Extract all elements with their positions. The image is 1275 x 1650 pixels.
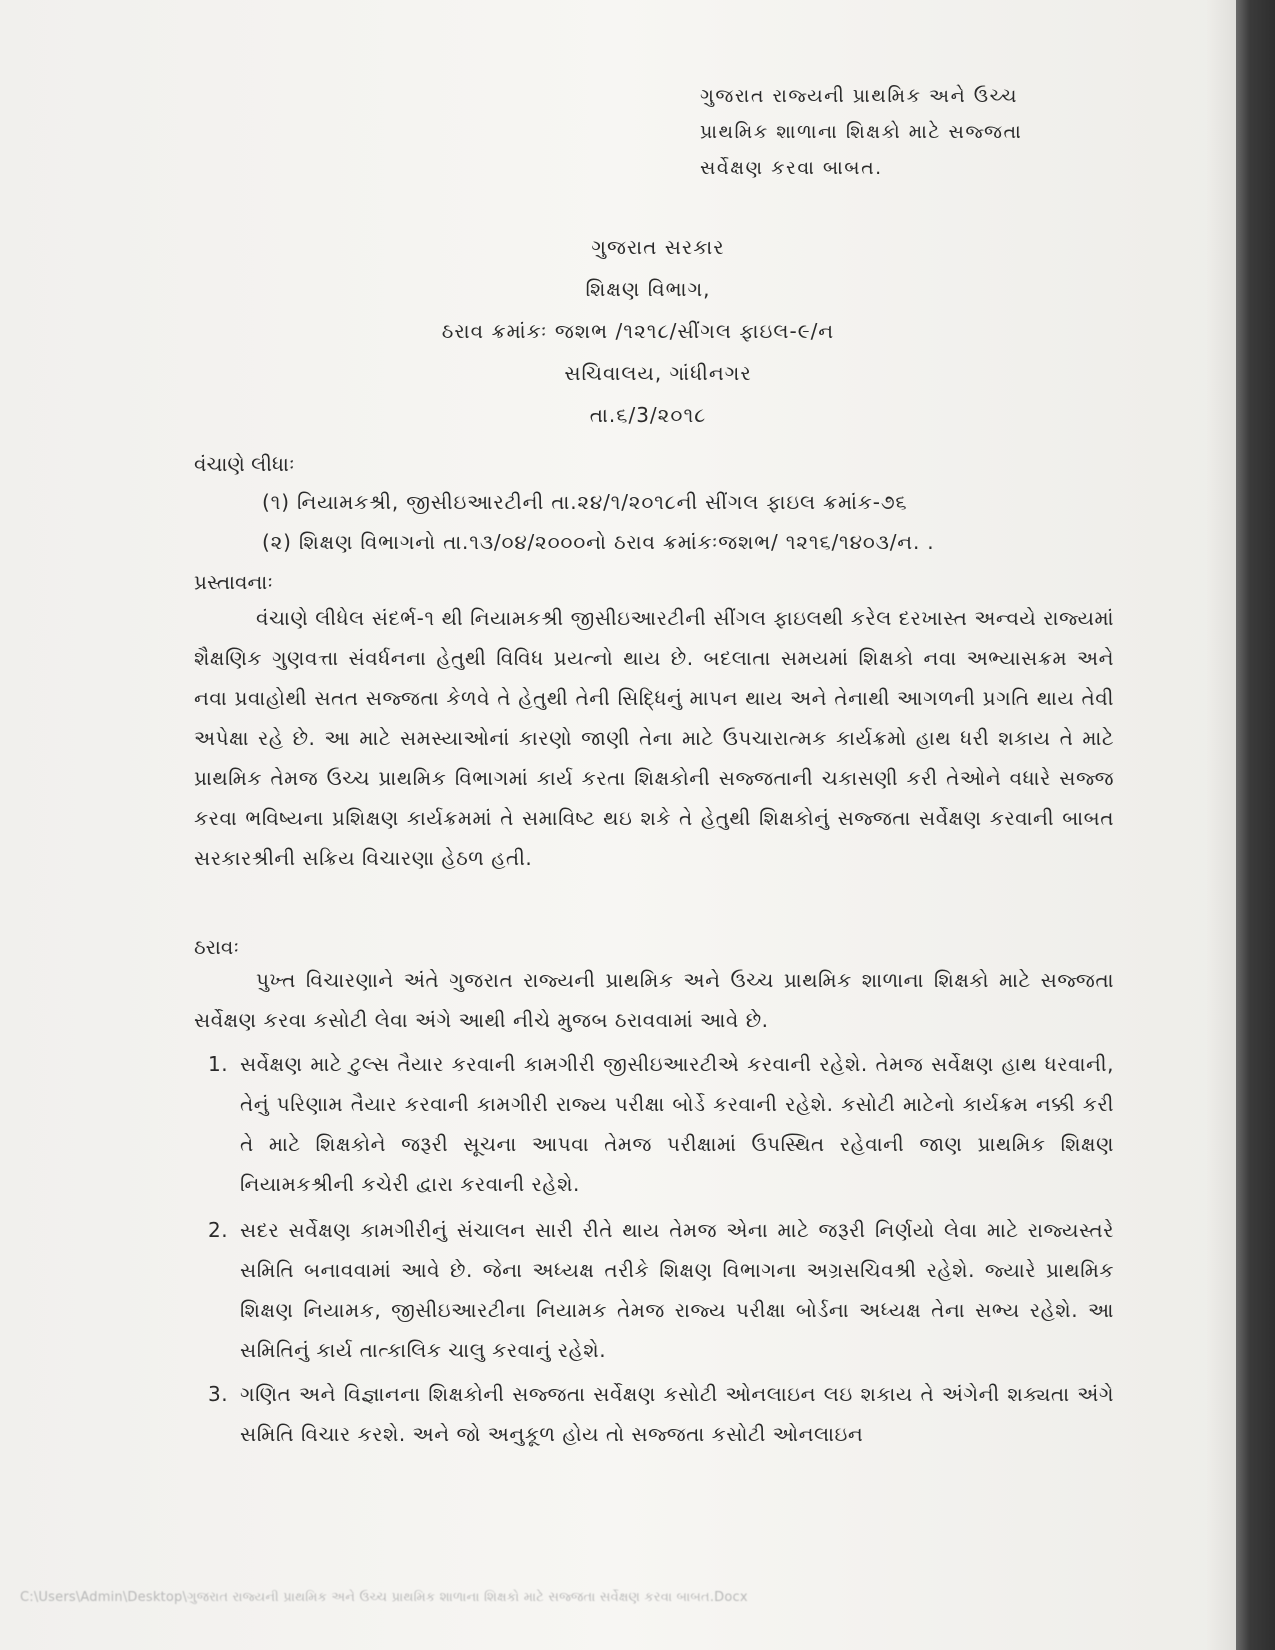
item-text: સર્વેક્ષણ માટે ટુલ્સ તૈયાર કરવાની કામગીરી જીસીઇઆરટીએ કરવાની રહેશે. તેમજ સર્વેક્ષણ હાથ ધરવાની, તેનું પરિણામ તૈયાર કરવાની કામગીરી રાજ્ય પરીક્ષા બોર્ડે કરવાની રહેશે. કસોટી માટેનો કાર્યક્રમ નક્કી કરી તે માટે શિક્ષકોને જરૂરી સૂચના આપવા તેમજ પરીક્ષામાં ઉપસ્થિત રહેવાની જાણ પ્રાથમિક શિક્ષણ નિયામકશ્રીની કચેરી દ્વારા કરવાની રહેશે. [240, 1052, 1114, 1196]
subject-block [700, 78, 1120, 186]
preamble-text: વંચાણે લીધેલ સંદર્ભ-૧ થી નિયામકશ્રી જીસીઇઆરટીની સીંગલ ફાઇલથી કરેલ દરખાસ્ત અન્વયે રાજ્યમાં શૈક્ષણિક ગુણવત્તા સંવર્ધનના હેતુથી વિવિધ પ્રયત્નો થાય છે. બદલાતા સમયમાં શિક્ષકો નવા અભ્યાસક્રમ અને નવા પ્રવાહોથી સતત સજ્જતા કેળવે તે હેતુથી તેની સિદ્ધિનું માપન થાય અને તેનાથી આગળની પ્રગતિ થાય તેવી અપેક્ષા રહે છે. આ માટે સમસ્યાઓનાં કારણો જાણી તેના માટે ઉપચારાત્મક કાર્યક્રમો હાથ ધરી શકાય તે માટે પ્રાથમિક તેમજ ઉચ્ચ પ્રાથમિક વિભાગમાં કાર્ય કરતા શિક્ષકોની સજ્જતાની ચકાસણી કરી તેઓને વધારે સજ્જ કરવા ભવિષ્યના પ્રશિક્ષણ કાર્યક્રમમાં તે સમાવિષ્ટ થઇ શકે તે હેતુથી શિક્ષકોનું સજ્જતા સર્વેક્ષણ કરવાની બાબત સરકારશ્રીની સક્રિય વિચારણા હેઠળ હતી. [194, 606, 1114, 870]
reference-2: (૨) શિક્ષણ વિભાગનો તા.૧૩/૦૪/૨૦૦૦નો ઠરાવ ક્રમાંકઃજશભ/ ૧૨૧૬/૧૪૦૩/ન. . [262, 530, 935, 554]
resolution-label: ઠરાવઃ [194, 935, 240, 959]
preamble-paragraph [194, 598, 1114, 878]
resolution-item [208, 1210, 1114, 1370]
department-name: શિક્ષણ વિભાગ, [585, 277, 711, 301]
read-label: વંચાણે લીધાઃ [194, 452, 295, 476]
item-text: સદર સર્વેક્ષણ કામગીરીનું સંચાલન સારી રીતે થાય તેમજ એના માટે જરૂરી નિર્ણયો લેવા માટે રાજ્યસ્તરે સમિતિ બનાવવામાં આવે છે. જેના અધ્યક્ષ તરીકે શિક્ષણ વિભાગના અગ્રસચિવશ્રી રહેશે. જ્યારે પ્રાથમિક શિક્ષણ નિયામક, જીસીઇઆરટીના નિયામક તેમજ રાજ્ય પરીક્ષા બોર્ડના અધ્યક્ષ તેના સભ્ય રહેશે. આ સમિતિનું કાર્ય તાત્કાલિક ચાલુ કરવાનું રહેશે. [240, 1218, 1114, 1362]
resolution-intro-text: પુખ્ત વિચારણાને અંતે ગુજરાત રાજ્યની પ્રાથમિક અને ઉચ્ચ પ્રાથમિક શાળાના શિક્ષકો માટે સજ્જતા સર્વેક્ષણ કરવા કસોટી લેવા અંગે આથી નીચે મુજબ ઠરાવવામાં આવે છે. [194, 968, 1114, 1032]
item-number: 3. [208, 1382, 229, 1406]
item-number: 1. [208, 1052, 229, 1076]
subject-line-1: ગુજરાત રાજ્યની પ્રાથમિક અને ઉચ્ચ [700, 85, 1019, 107]
subject-line-2: પ્રાથમિક શાળાના શિક્ષકો માટે સજ્જતા [700, 121, 1023, 143]
scanner-edge [1236, 0, 1275, 1650]
resolution-item [208, 1044, 1114, 1204]
government-name: ગુજરાત સરકાર [591, 235, 725, 259]
resolution-date: તા.૬/3/૨૦૧૮ [589, 403, 707, 427]
resolution-number: ઠરાવ ક્રમાંકઃ જશભ /૧૨૧૮/સીંગલ ફાઇલ-૯/ન [441, 319, 835, 343]
file-path-footer: C:\Users\Admin\Desktop\ગુજરાત રાજ્યની પ્રાથમિક અને ઉચ્ચ પ્રાથમિક શાળાના શિક્ષકો માટે સજ્જતા સર્વેક્ષણ કરવા બાબત.Docx [20, 1590, 748, 1605]
subject-line-3: સર્વેક્ષણ કરવા બાબત. [700, 157, 883, 179]
place-name: સચિવાલય, ગાંધીનગર [564, 361, 752, 385]
resolution-item [208, 1374, 1114, 1454]
item-text: ગણિત અને વિજ્ઞાનના શિક્ષકોની સજ્જતા સર્વેક્ષણ કસોટી ઓનલાઇન લઇ શકાય તે અંગેની શક્યતા અંગે સમિતિ વિચાર કરશે. અને જો અનુકૂળ હોય તો સજ્જતા કસોટી ઓનલાઇન [240, 1382, 1114, 1446]
item-number: 2. [208, 1218, 229, 1242]
document-header [0, 226, 1236, 436]
preamble-label: પ્રસ્તાવનાઃ [194, 570, 274, 594]
reference-1: (૧) નિયામકશ્રી, જીસીઇઆરટીની તા.૨૪/૧/૨૦૧૮ની સીંગલ ફાઇલ ક્રમાંક-૭૬ [262, 490, 908, 514]
resolution-intro-paragraph [194, 960, 1114, 1040]
